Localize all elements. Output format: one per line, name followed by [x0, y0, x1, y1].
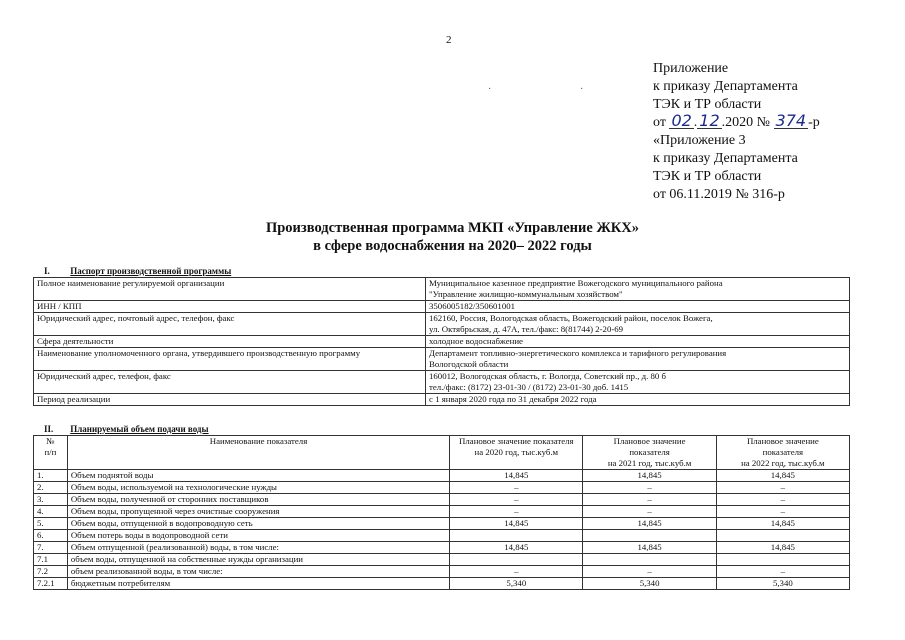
passport-value [426, 278, 850, 301]
passport-value [426, 371, 850, 394]
table-row [34, 554, 850, 566]
table-row [34, 530, 850, 542]
value-2020 [450, 554, 583, 566]
passport-value-line: 162160, Россия, Вологодская область, Вожегодский район, поселок Вожега, [429, 313, 713, 323]
value-2022: – [716, 566, 849, 578]
document-subtitle: в сфере водоснабжения на 2020– 2022 годы [313, 238, 592, 254]
passport-value-line: 3506005182/350601001 [429, 301, 516, 311]
row-number: 6. [34, 530, 68, 542]
value-2021: 14,845 [583, 542, 716, 554]
header-text: на 2020 год, тыс.куб.м [474, 447, 559, 457]
header-text: показателя [762, 447, 804, 457]
row-number: 3. [34, 494, 68, 506]
value-2021 [583, 530, 716, 542]
header-indicator-name [67, 436, 449, 470]
value-2020: 14,845 [450, 542, 583, 554]
row-number: 7.1 [34, 554, 68, 566]
table-row [34, 394, 850, 406]
document-title: Производственная программа МКП «Управление ЖКХ» [265, 220, 640, 236]
header-text: Плановое значение показателя [459, 436, 574, 446]
value-2020: – [450, 494, 583, 506]
table-row [34, 371, 850, 394]
passport-value-line: Департамент топливно-энергетического комплекса и тарифного регулирования [429, 348, 727, 358]
indicator-name: бюджетным потребителям [67, 578, 449, 590]
section-number: I. [44, 266, 50, 276]
handwritten-number: 374 [775, 111, 807, 130]
approval-line: к приказу Департамента [653, 151, 798, 166]
value-2022 [716, 530, 849, 542]
passport-table [33, 277, 850, 406]
value-2021: – [583, 482, 716, 494]
passport-value-line: ул. Октябрьская, д. 47А, тел./факс: 8(81744) 2-20-69 [429, 324, 624, 334]
value-2022: 14,845 [716, 542, 849, 554]
value-2022 [716, 554, 849, 566]
row-number: 4. [34, 506, 68, 518]
passport-key: Юридический адрес, телефон, факс [34, 371, 426, 394]
row-number: 1. [34, 470, 68, 482]
passport-value-line: Муниципальное казенное предприятие Вожегодского муниципального района [429, 278, 723, 288]
page-number: 2 [446, 34, 452, 46]
table-row [34, 336, 850, 348]
handwritten-day: 02 [671, 111, 692, 130]
indicator-name: Объем потерь воды в водопроводной сети [67, 530, 449, 542]
value-2020: 5,340 [450, 578, 583, 590]
approval-date-line: от 02 . 12 .2020 № 374 -р [653, 111, 820, 130]
value-2021: – [583, 566, 716, 578]
row-number: 7. [34, 542, 68, 554]
passport-key: ИНН / КПП [34, 301, 426, 313]
header-2022 [716, 436, 849, 470]
indicator-name: Объем поднятой воды [67, 470, 449, 482]
value-2020: 14,845 [450, 518, 583, 530]
table-row [34, 482, 850, 494]
approval-line: ТЭК и ТР области [653, 169, 762, 184]
header-text: Плановое значение [746, 436, 819, 446]
indicator-name: Объем воды, полученной от сторонних поставщиков [67, 494, 449, 506]
value-2020: – [450, 566, 583, 578]
indicator-name: Объем отпущенной (реализованной) воды, в том числе: [67, 542, 449, 554]
table-row [34, 313, 850, 336]
value-2021: – [583, 506, 716, 518]
passport-value [426, 301, 850, 313]
approval-block [653, 60, 820, 204]
passport-value-line: с 1 января 2020 года по 31 декабря 2022 года [429, 394, 597, 404]
table-row [34, 494, 850, 506]
value-2021 [583, 554, 716, 566]
table-row [34, 506, 850, 518]
approval-line: «Приложение 3 [653, 133, 746, 148]
table-row [34, 518, 850, 530]
passport-value [426, 313, 850, 336]
approval-line: ТЭК и ТР области [653, 97, 762, 112]
value-2021: 5,340 [583, 578, 716, 590]
approval-line: Приложение [653, 61, 729, 76]
value-2022: – [716, 482, 849, 494]
passport-key: Период реализации [34, 394, 426, 406]
passport-value-line: холодное водоснабжение [429, 336, 523, 346]
approval-line: от 06.11.2019 № 316-р [653, 187, 785, 202]
section-title: Паспорт производственной программы [70, 266, 232, 276]
value-2022: 14,845 [716, 518, 849, 530]
row-number: 7.2 [34, 566, 68, 578]
value-2020: – [450, 482, 583, 494]
table-row [34, 542, 850, 554]
value-2022: – [716, 506, 849, 518]
header-text: на 2022 год, тыс.куб.м [741, 458, 825, 468]
table-row [34, 578, 850, 590]
handwritten-month: 12 [699, 111, 720, 130]
approval-year-no: .2020 № [721, 115, 771, 130]
header-2020 [450, 436, 583, 470]
value-2021: – [583, 494, 716, 506]
scan-speck: · [488, 84, 492, 95]
passport-value [426, 336, 850, 348]
indicator-name: объем воды, отпущенной на собственные нужды организации [67, 554, 449, 566]
passport-key: Полное наименование регулируемой организации [34, 278, 426, 301]
scan-speck: · [580, 84, 584, 95]
section-heading [44, 424, 209, 434]
passport-key: Сфера деятельности [34, 336, 426, 348]
row-number: 2. [34, 482, 68, 494]
indicator-name: Объем воды, пропущенной через очистные сооружения [67, 506, 449, 518]
section-number: II. [44, 424, 54, 434]
value-2020 [450, 530, 583, 542]
header-number [34, 436, 68, 470]
section-heading [44, 266, 231, 276]
table-row [34, 566, 850, 578]
section-title: Планируемый объем подачи воды [70, 424, 209, 434]
approval-date-prefix: от [653, 115, 666, 130]
header-text: на 2021 год, тыс.куб.м [607, 458, 692, 468]
indicator-name: Объем воды, используемой на технологические нужды [67, 482, 449, 494]
header-2021 [583, 436, 716, 470]
passport-value [426, 348, 850, 371]
table-row [34, 278, 850, 301]
passport-value-line: "Управление жилищно-коммунальным хозяйством" [429, 289, 623, 299]
value-2022: 5,340 [716, 578, 849, 590]
indicator-name: объем реализованной воды, в том числе: [67, 566, 449, 578]
value-2021: 14,845 [583, 470, 716, 482]
value-2022: 14,845 [716, 470, 849, 482]
row-number: 7.2.1 [34, 578, 68, 590]
header-text: п/п [44, 447, 57, 457]
table-row [34, 470, 850, 482]
header-text: Наименование показателя [209, 436, 308, 446]
passport-key: Юридический адрес, почтовый адрес, телефон, факс [34, 313, 426, 336]
header-text: Плановое значение [613, 436, 686, 446]
approval-line: к приказу Департамента [653, 79, 798, 94]
passport-value-line: 160012, Вологодская область, г. Вологда, Советский пр., д. 80 б [429, 371, 667, 381]
value-2020: – [450, 506, 583, 518]
passport-value [426, 394, 850, 406]
row-number: 5. [34, 518, 68, 530]
approval-suffix: -р [808, 115, 820, 130]
value-2020: 14,845 [450, 470, 583, 482]
value-2022: – [716, 494, 849, 506]
table-header-row [34, 436, 850, 470]
header-text: показателя [629, 447, 670, 457]
value-2021: 14,845 [583, 518, 716, 530]
passport-key: Наименование уполномоченного органа, утвердившего производственную программу [34, 348, 426, 371]
table-row [34, 301, 850, 313]
header-text: № [46, 436, 55, 446]
passport-value-line: тел./факс: (8172) 23-01-30 / (8172) 23-01-30 доб. 1415 [429, 382, 629, 392]
water-volume-table [33, 435, 850, 590]
indicator-name: Объем воды, отпущенной в водопроводную сеть [67, 518, 449, 530]
passport-value-line: Вологодской области [429, 359, 509, 369]
table-row [34, 348, 850, 371]
